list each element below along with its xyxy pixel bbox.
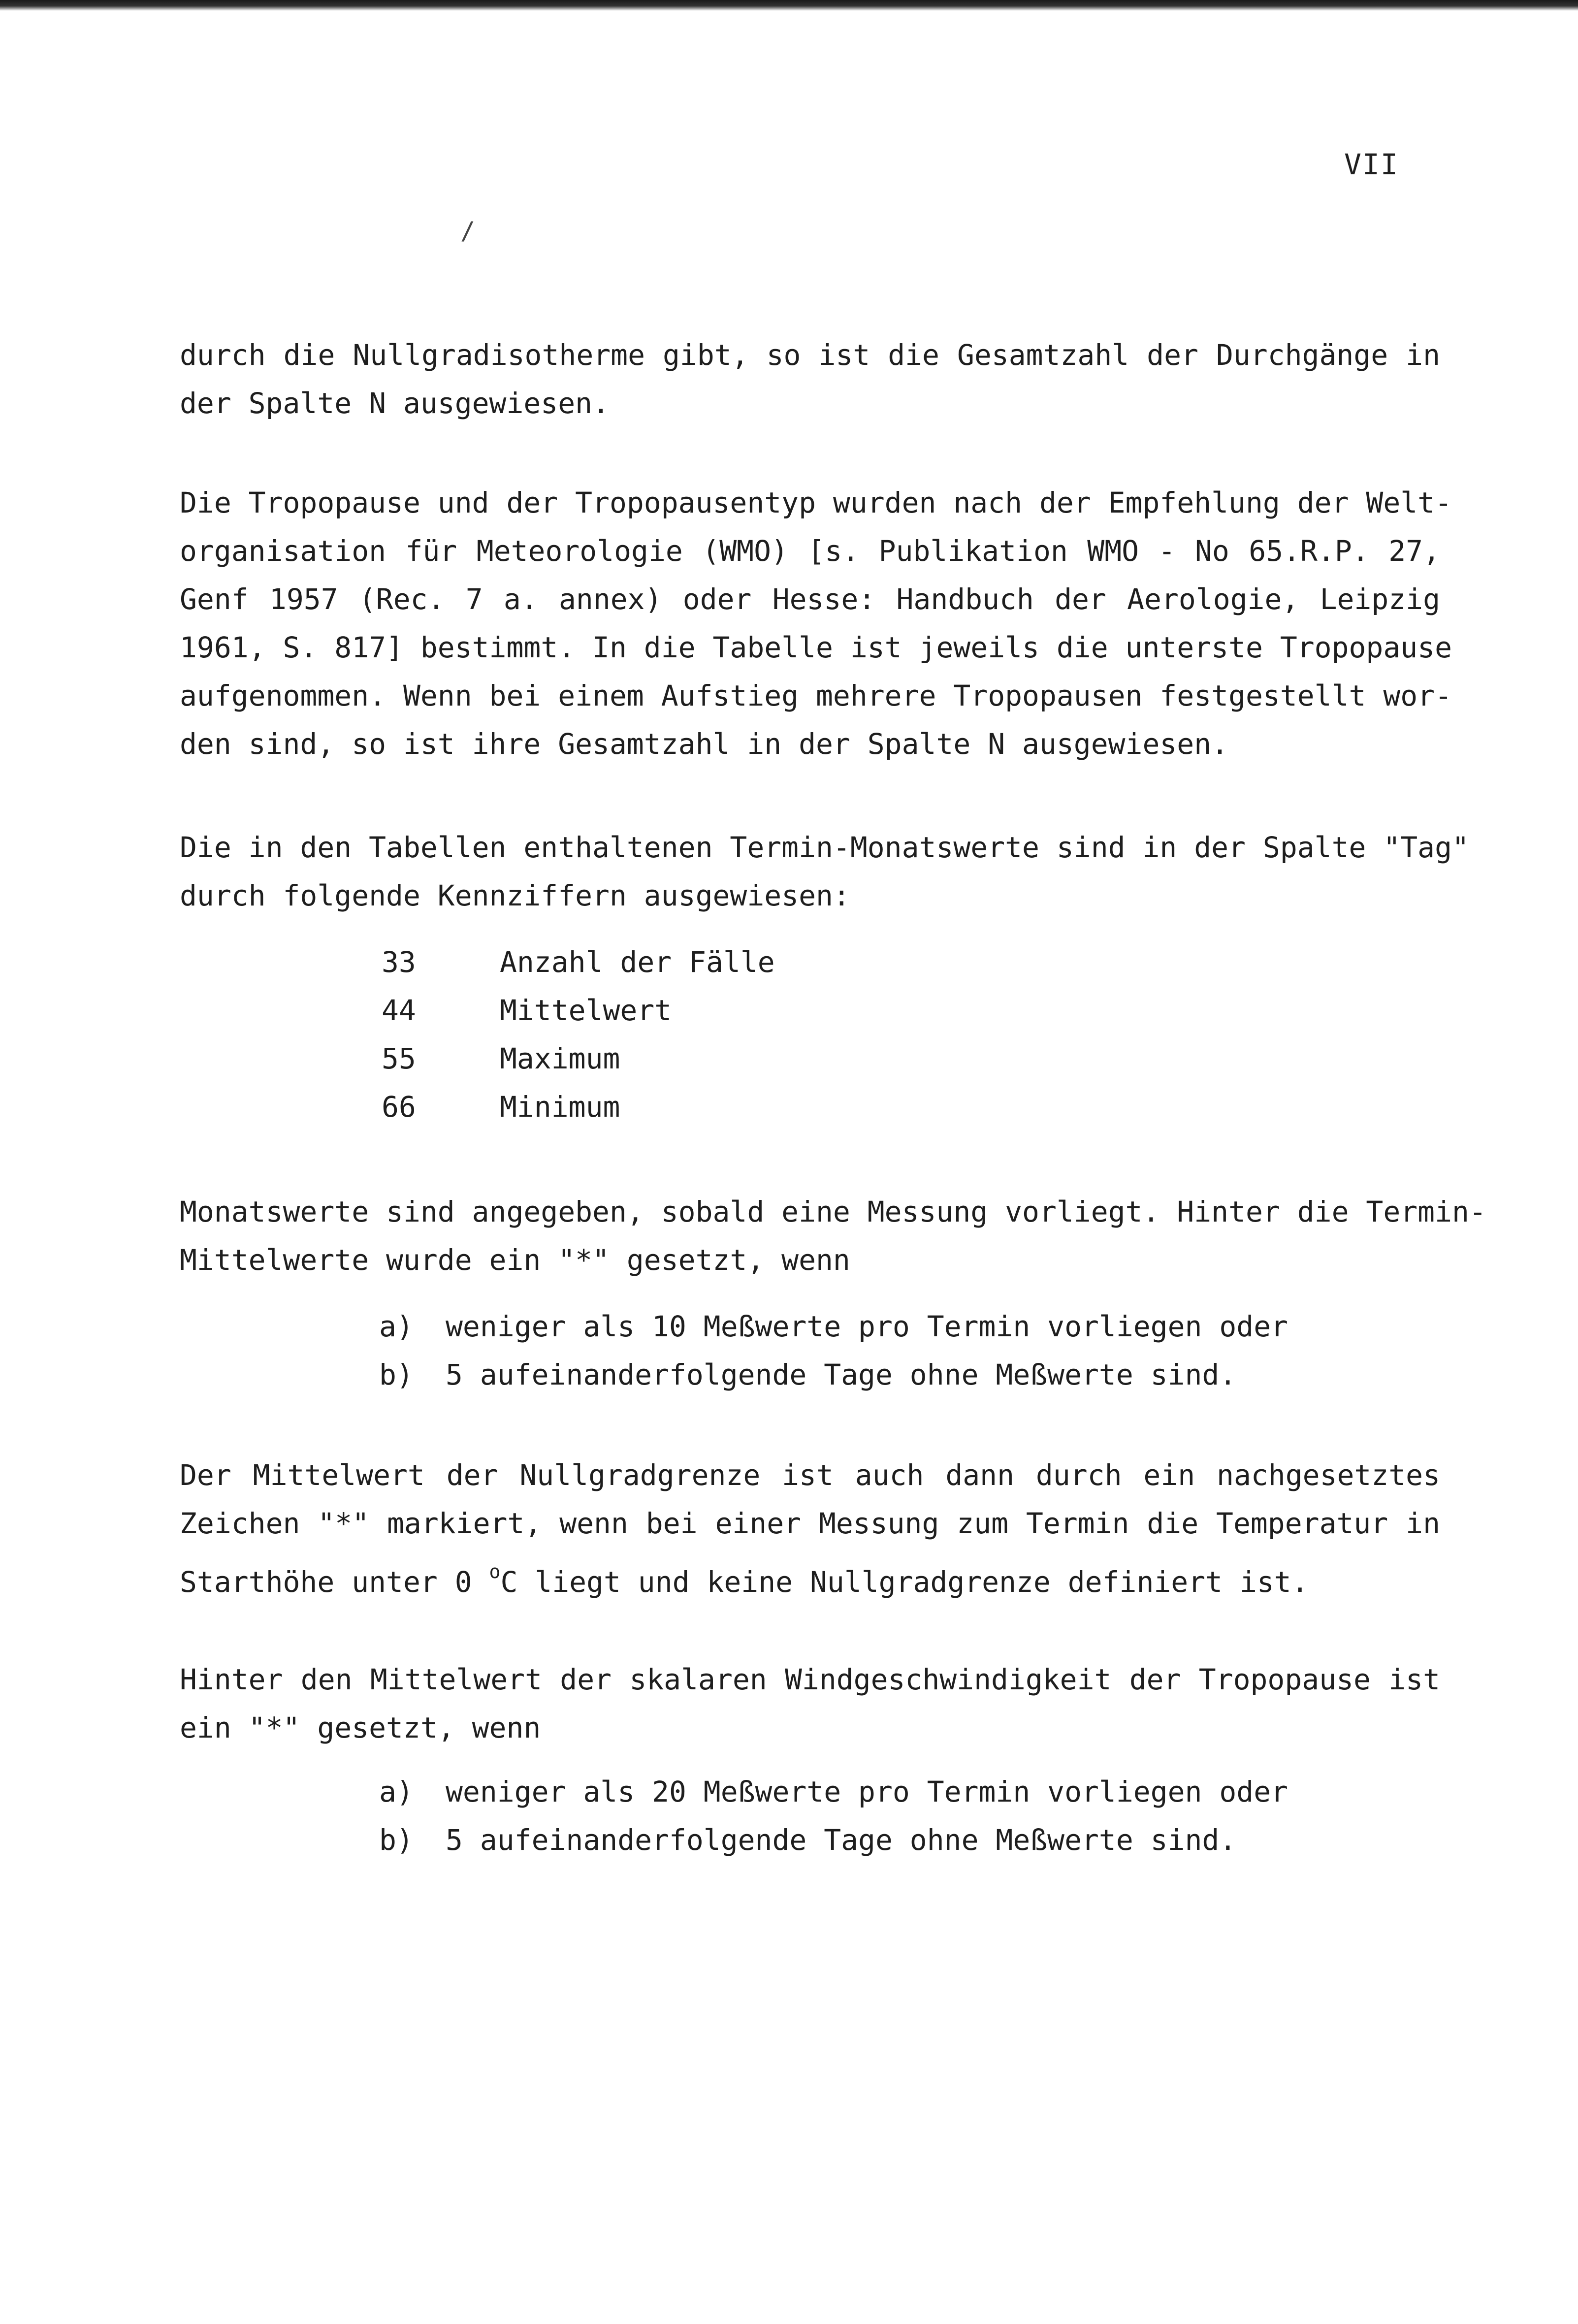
text-line: durch die Nullgradisotherme gibt, so ist die Gesamtzahl der Durchgänge in	[180, 338, 1440, 372]
condition-text: weniger als 10 Meßwerte pro Termin vorliegen oder	[446, 1310, 1288, 1343]
condition-list	[379, 1302, 1288, 1399]
scan-top-edge	[0, 0, 1578, 11]
code-meaning: Maximum	[500, 1042, 620, 1075]
code-number: 55	[382, 1042, 416, 1075]
text-line: Die Tropopause und der Tropopausentyp wurden nach der Empfehlung der Welt-	[180, 486, 1452, 519]
code-number: 44	[382, 994, 416, 1027]
condition-item	[379, 1768, 1288, 1816]
text-line: aufgenommen. Wenn bei einem Aufstieg mehrere Tropopausen festgestellt wor-	[180, 679, 1452, 712]
condition-label: b)	[379, 1358, 414, 1391]
code-meaning: Minimum	[500, 1090, 620, 1124]
text-line: Die in den Tabellen enthaltenen Termin-Monatswerte sind in der Spalte "Tag"	[180, 831, 1469, 864]
condition-text: 5 aufeinanderfolgende Tage ohne Meßwerte sind.	[446, 1358, 1237, 1391]
page-number: VII	[1344, 148, 1399, 181]
code-list	[382, 938, 775, 1131]
paragraph-termin-monatswerte	[180, 823, 1469, 920]
text-line: durch folgende Kennziffern ausgewiesen:	[180, 879, 850, 912]
paragraph-windgeschwindigkeit	[180, 1655, 1440, 1752]
code-number: 33	[382, 945, 416, 979]
condition-label: b)	[379, 1823, 414, 1857]
text-line: Der Mittelwert der Nullgradgrenze ist auch dann durch ein nachgesetztes	[180, 1458, 1440, 1492]
text-line: Genf 1957 (Rec. 7 a. annex) oder Hesse: Handbuch der Aerologie, Leipzig	[180, 582, 1440, 616]
text-line: Zeichen "*" markiert, wenn bei einer Messung zum Termin die Temperatur in	[180, 1507, 1440, 1540]
code-number: 66	[382, 1090, 416, 1124]
code-meaning: Mittelwert	[500, 994, 672, 1027]
text-line: ein "*" gesetzt, wenn	[180, 1711, 541, 1744]
text-segment: C liegt und keine Nullgradgrenze definiert ist.	[500, 1565, 1309, 1599]
text-line: Monatswerte sind angegeben, sobald eine Messung vorliegt. Hinter die Termin-	[180, 1195, 1486, 1228]
condition-list	[379, 1768, 1288, 1864]
code-meaning: Anzahl der Fälle	[500, 945, 775, 979]
condition-text: 5 aufeinanderfolgende Tage ohne Meßwerte sind.	[446, 1823, 1237, 1857]
condition-item	[379, 1816, 1288, 1864]
condition-label: a)	[379, 1310, 414, 1343]
text-line: 1961, S. 817] bestimmt. In die Tabelle ist jeweils die unterste Tropopause	[180, 631, 1452, 664]
paragraph-nullgrad-durchgaenge	[180, 331, 1440, 427]
text-line: organisation für Meteorologie (WMO) [s. Publikation WMO - No 65.R.P. 27,	[180, 534, 1440, 568]
paragraph-monatswerte-sternchen	[180, 1188, 1486, 1284]
text-segment: Starthöhe unter 0	[180, 1565, 489, 1599]
code-list-item	[382, 1083, 775, 1131]
code-list-item	[382, 938, 775, 986]
text-line: Hinter den Mittelwert der skalaren Windgeschwindigkeit der Tropopause ist	[180, 1663, 1440, 1696]
paragraph-nullgradgrenze	[180, 1451, 1440, 1606]
text-line: Mittelwerte wurde ein "*" gesetzt, wenn	[180, 1243, 850, 1277]
condition-item	[379, 1351, 1288, 1399]
text-line: den sind, so ist ihre Gesamtzahl in der Spalte N ausgewiesen.	[180, 727, 1229, 761]
text-line	[180, 1548, 1440, 1606]
condition-label: a)	[379, 1775, 414, 1808]
stray-pen-mark: /	[460, 217, 476, 245]
text-line: der Spalte N ausgewiesen.	[180, 387, 610, 420]
code-list-item	[382, 1034, 775, 1083]
degree-sign: o	[489, 1561, 501, 1582]
condition-item	[379, 1302, 1288, 1351]
code-list-item	[382, 986, 775, 1034]
condition-text: weniger als 20 Meßwerte pro Termin vorliegen oder	[446, 1775, 1288, 1808]
paragraph-tropopause	[180, 479, 1452, 768]
